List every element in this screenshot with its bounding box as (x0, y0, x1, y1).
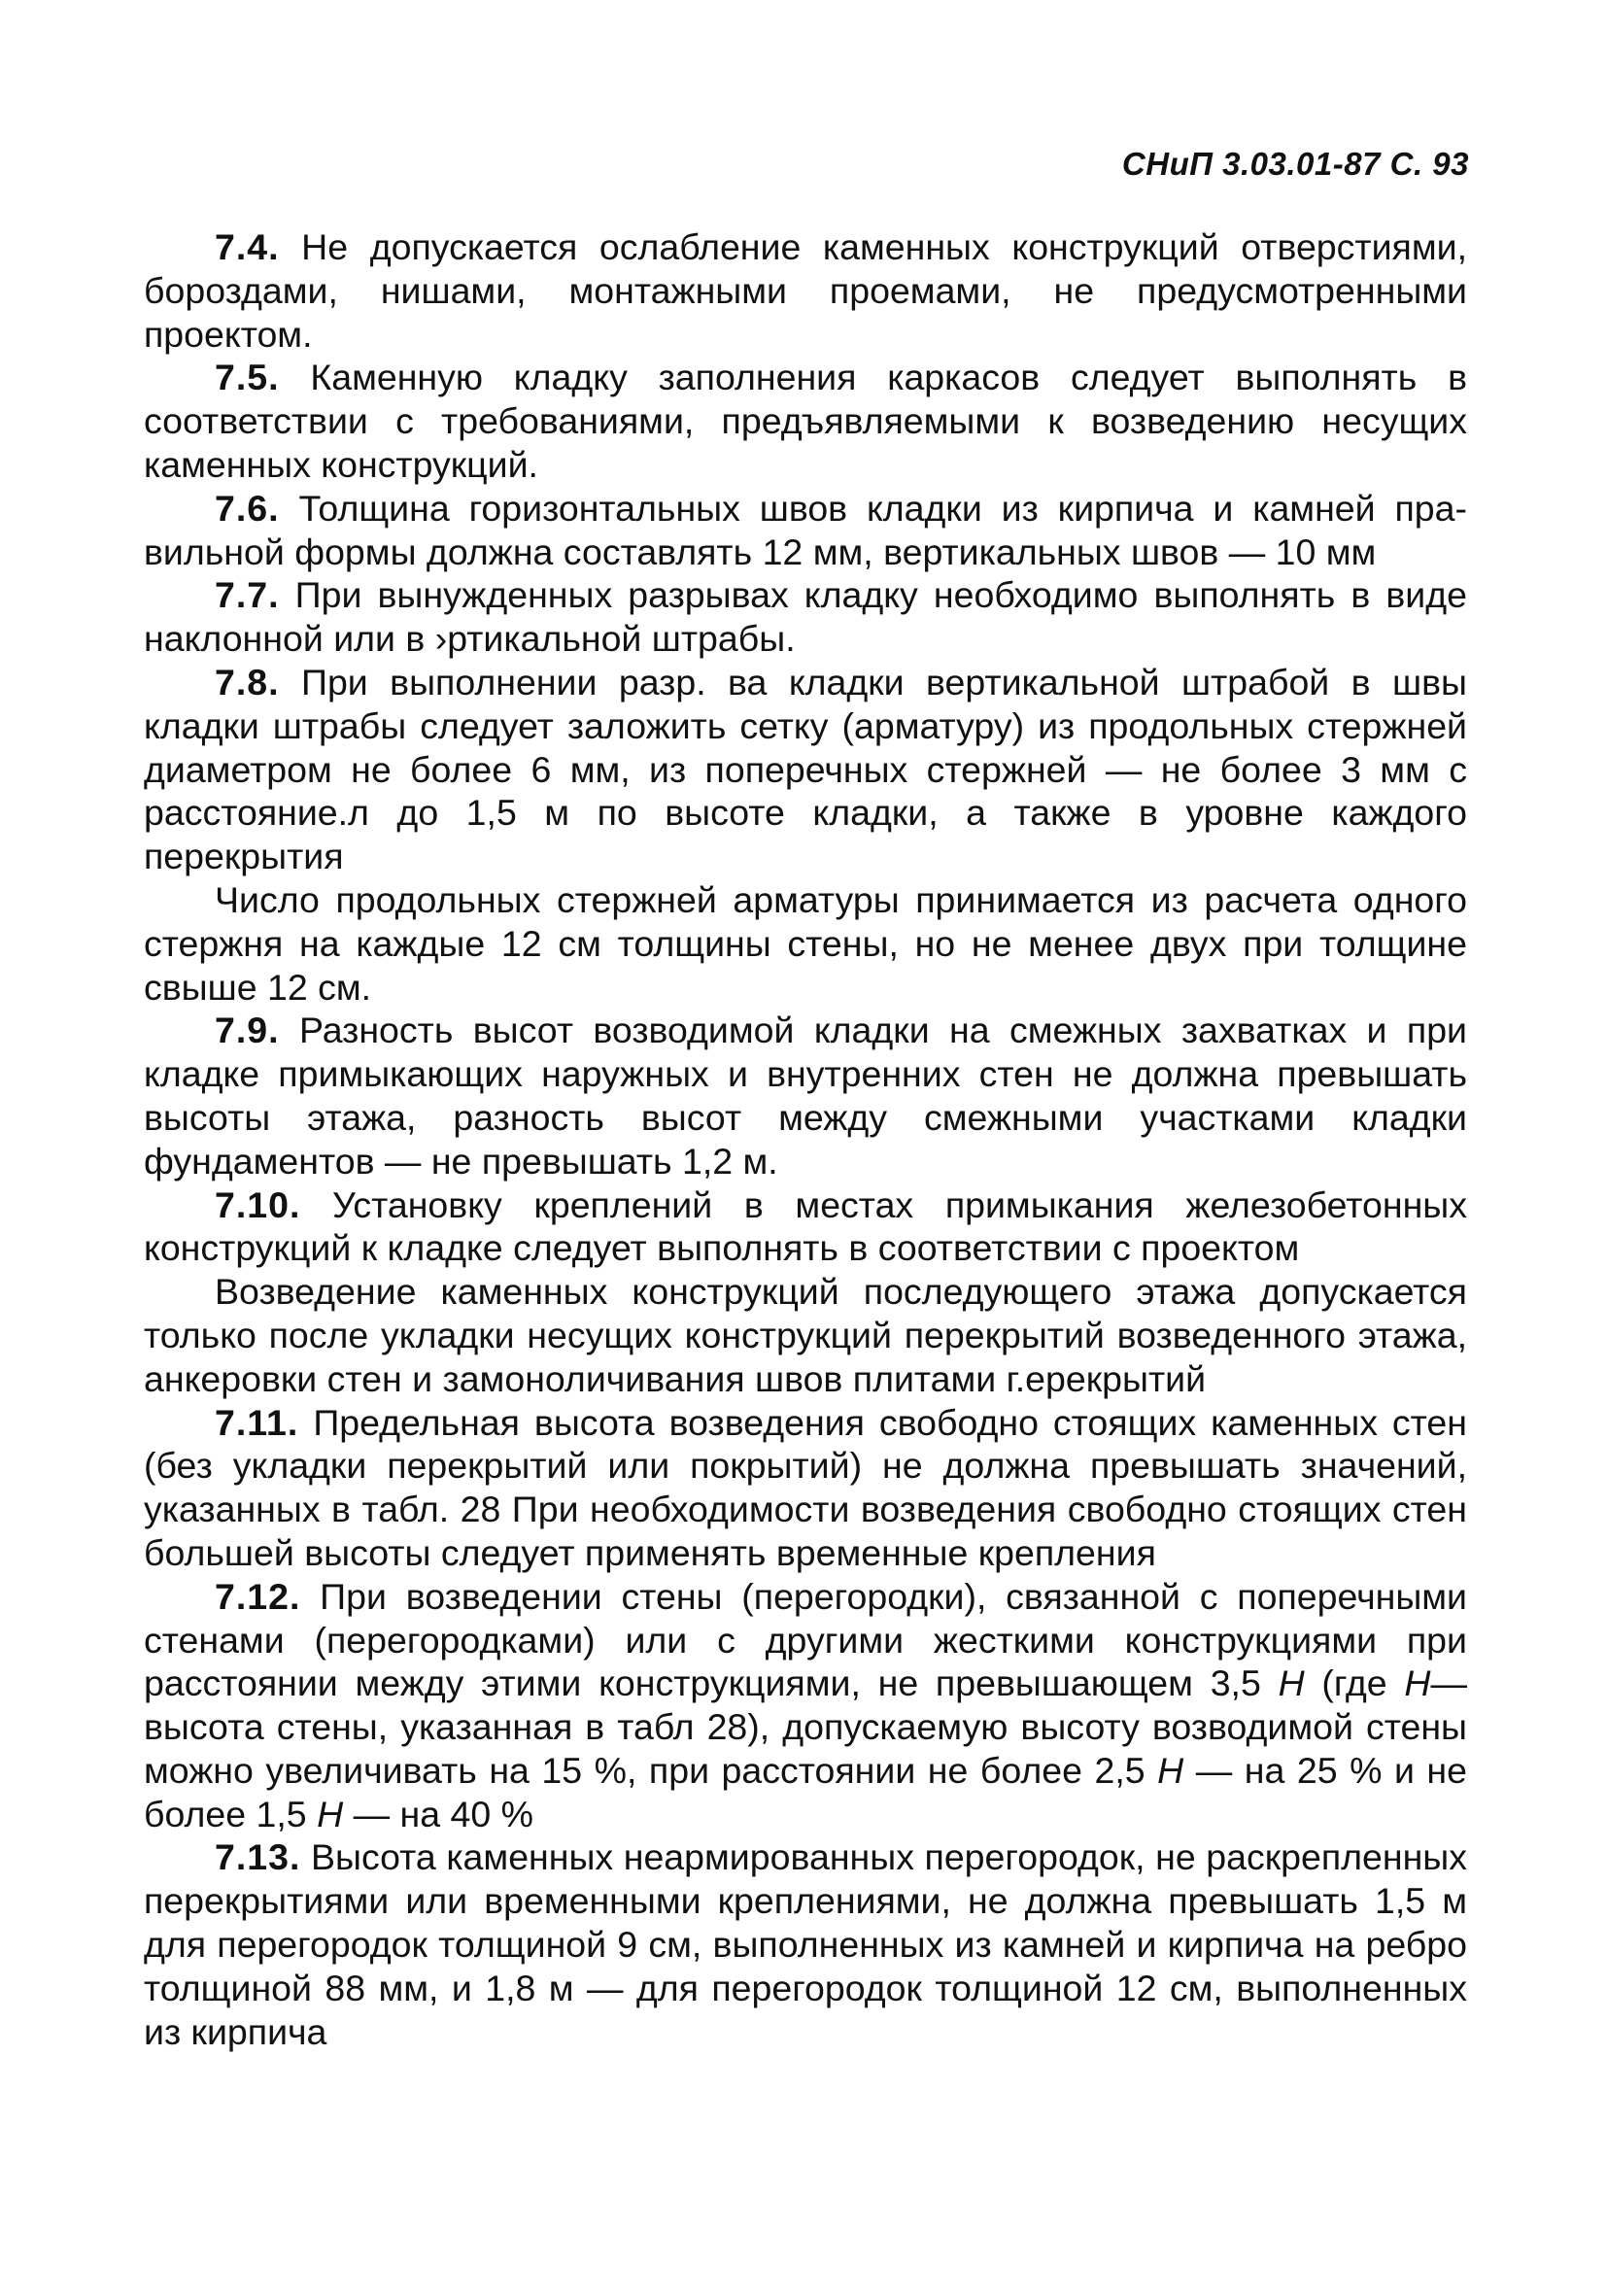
clause-text: Высота каменных неармированных перегородок, не раскрепленных перекрытиями или временными креплениями, не должна превышать 1,5 м для перегородок толщиной 9 см, выполненных из камней и кирпича на ребро толщиной 88 мм, и 1,8 м — для перегородок толщиной 12 см, выполненных из кирпича (144, 1836, 1467, 2052)
clause-number: 7.5. (215, 357, 280, 398)
clause-number: 7.11. (215, 1401, 299, 1443)
paragraph-7-9 (144, 1009, 1467, 1182)
clause-text: Не допускается ослабление каменных конструкций отверстиями, бороздами, нишами, монтажными проемами, не предусмотренными проектом. (144, 226, 1467, 355)
paragraph-7-12 (144, 1575, 1467, 1836)
document-body (144, 225, 1467, 2053)
paragraph-7-13 (144, 1835, 1467, 2053)
clause-text: — на 40 % (343, 1793, 533, 1834)
clause-number: 7.9. (215, 1010, 280, 1051)
clause-text: Каменную кладку заполнения каркасов следует выполнять в соответствии с требованиями, предъявляемыми к возведению несущих каменных конструкций. (144, 357, 1467, 485)
variable-h: H (1157, 1749, 1184, 1791)
clause-number: 7.6. (215, 487, 280, 529)
clause-number: 7.12. (215, 1575, 301, 1617)
paragraph-7-6 (144, 487, 1467, 574)
clause-number: 7.13. (215, 1836, 301, 1878)
paragraph-7-7 (144, 573, 1467, 661)
variable-h: H (1278, 1662, 1305, 1704)
clause-text: Толщина горизонтальных швов кладки из кирпича и камней правильной формы должна составлять 12 мм, вертикальных швов — 10 мм (144, 487, 1467, 572)
variable-h: H (317, 1793, 344, 1834)
clause-text: При вынужденных разрывах кладку необходимо выполнять в виде наклонной или в ›ртикальной штрабы. (144, 574, 1467, 660)
clause-text: Возведение каменных конструкций последующего этажа допускается только после укладки несущих конструкций перекрытий возведенного этажа, анкеровки стен и замоноличивания швов плитами г.ерекрытий (144, 1271, 1467, 1399)
paragraph-7-10 (144, 1183, 1467, 1271)
clause-text: При возведении стены (перегородки), связанной с поперечными стенами (перегородками) или с другими жесткими конструкциями при расстоянии между этими конструкциями, не превышающем 3,5 (144, 1575, 1467, 1704)
variable-h: H (1404, 1662, 1431, 1704)
clause-text: — высота стены, указанная в табл 28), допускаемую высоту возводимой стены можно увеличивать на 15 %, при расстоянии не более 2,5 (144, 1662, 1467, 1791)
paragraph-7-11 (144, 1401, 1467, 1575)
clause-text: При выполнении разр. ва кладки вертикальной штрабой в швы кладки штрабы следует заложить сетку (арматуру) из продольных стержней диаметром не более 6 мм, из поперечных стержней — не более 3 мм с расстояние.л до 1,5 м по высоте кладки, а также в уровне каждого перекрытия (144, 661, 1467, 877)
clause-text: Установку креплений в местах примыкания железобетонных конструкций к кладке следует выполнять в соответствии с проектом (144, 1183, 1467, 1269)
clause-text: Число продольных стержней арматуры принимается из расчета одного стержня на каждые 12 см толщины стены, но не менее двух при толщине свыше 12 см. (144, 878, 1467, 1008)
paragraph-7-5 (144, 356, 1467, 486)
clause-text: Предельная высота возведения свободно стоящих каменных стен (без укладки перекрытий или покрытий) не должна превышать значений, указанных в табл. 28 При необходимости возведения свободно стоящих стен большей высоты следует применять временные крепления (144, 1401, 1467, 1573)
clause-text: — на 25 % и не более 1,5 (144, 1749, 1467, 1834)
clause-number: 7.4. (215, 226, 280, 267)
paragraph-7-8 (144, 661, 1467, 878)
paragraph-7-10-continuation (144, 1270, 1467, 1400)
clause-text: (где (1304, 1662, 1405, 1704)
clause-number: 7.10. (215, 1183, 301, 1225)
page-header: СНиП 3.03.01-87 С. 93 (1121, 146, 1469, 182)
clause-text: Разность высот возводимой кладки на смежных захватках и при кладке примыкающих наружных и внутренних стен не должна превышать высоты этажа, разность высот между смежными участками кладки фундаментов — не превышать 1,2 м. (144, 1010, 1467, 1182)
clause-number: 7.7. (215, 574, 280, 616)
paragraph-7-8-continuation (144, 878, 1467, 1009)
paragraph-7-4 (144, 225, 1467, 356)
clause-number: 7.8. (215, 661, 280, 703)
